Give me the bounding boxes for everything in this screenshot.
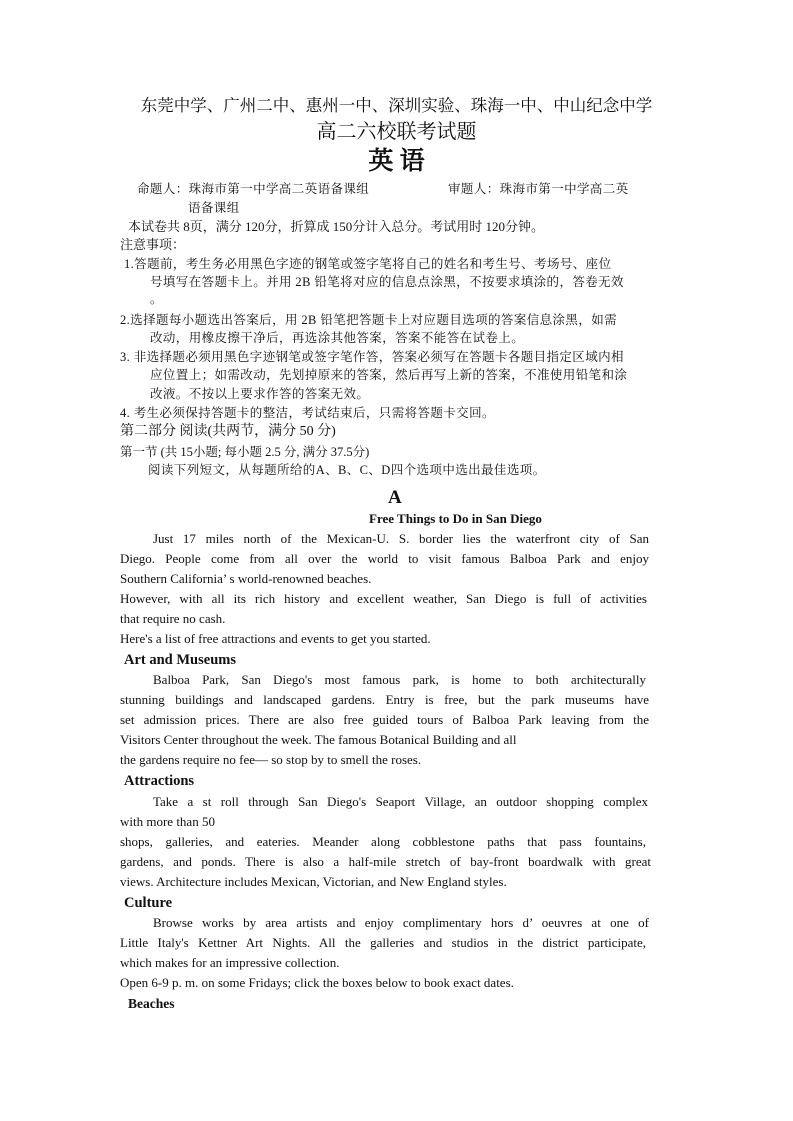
attractions-line-4: gardens, and ponds. There is also a half-mile stretch of bay-front boardwalk with great <box>120 854 651 869</box>
notice-1-line-3: 。 <box>150 292 163 306</box>
culture-line-2: Little Italy's Kettner Art Nights. All the galleries and studios in the district participate, <box>120 935 646 950</box>
passage-letter: A <box>388 487 402 508</box>
heading-attractions: Attractions <box>124 773 195 789</box>
culture-line-1: Browse works by area artists and enjoy complimentary hors d’ oeuvres at one of <box>153 915 649 930</box>
notice-3-line-2: 应位置上；如需改动，先划掉原来的答案，然后再写上新的答案，不准使用铅笔和涂 <box>150 368 628 382</box>
reading-instruction: 阅读下列短文，从每题所给的A、B、C、D四个选项中选出最佳选项。 <box>148 463 546 477</box>
schools-line: 东莞中学、广州二中、惠州一中、深圳实验、珠海一中、中山纪念中学 <box>140 96 653 115</box>
art-line-4: Visitors Center throughout the week. The famous Botanical Building and all <box>120 732 517 747</box>
heading-art-and-museums: Art and Museums <box>124 652 236 668</box>
culture-line-4: Open 6-9 p. m. on some Fridays; click the boxes below to book exact dates. <box>120 975 514 990</box>
reviewer-label-cont: 语备课组 <box>188 201 240 215</box>
notice-3-line-3: 改液。不按以上要求作答的答案无效。 <box>150 387 370 401</box>
attractions-line-2: with more than 50 <box>120 814 215 829</box>
notice-4: 4. 考生必须保持答题卡的整洁，考试结束后，只需将答题卡交回。 <box>120 406 495 420</box>
part-heading: 第二部分 阅读(共两节，满分 50 分) <box>120 424 336 439</box>
subsection-heading: 第一节 (共 15小题; 每小题 2.5 分, 满分 37.5分) <box>120 445 370 459</box>
heading-beaches: Beaches <box>128 996 175 1011</box>
setter-label: 命题人：珠海市第一中学高二英语备课组 <box>137 182 370 196</box>
art-line-2: stunning buildings and landscaped gardens. Entry is free, but the park museums have <box>120 692 649 707</box>
notice-1-line-2: 号填写在答题卡上。并用 2B 铅笔将对应的信息点涂黑，不按要求填涂的，答卷无效 <box>150 275 624 289</box>
heading-culture: Culture <box>124 895 173 911</box>
exam-title: 高二六校联考试题 <box>316 121 477 143</box>
exam-info: 本试卷共 8页，满分 120分，折算成 150分计入总分。考试用时 120分钟。 <box>128 219 545 234</box>
p2-line-2: that require no cash. <box>120 611 226 626</box>
notices-heading: 注意事项： <box>120 237 186 252</box>
art-line-1: Balboa Park, San Diego's most famous park, is home to both architecturally <box>153 672 646 687</box>
p1-line-1: Just 17 miles north of the Mexican-U. S. border lies the waterfront city of San <box>153 531 649 546</box>
p1-line-3: Southern California’ s world-renowned beaches. <box>120 571 372 586</box>
attractions-line-1: Take a st roll through San Diego's Seaport Village, an outdoor shopping complex <box>153 794 648 809</box>
reviewer-label: 审题人：珠海市第一中学高二英 <box>448 182 629 196</box>
notice-2-line-1: 2.选择题每小题选出答案后，用 2B 铅笔把答题卡上对应题目选项的答案信息涂黑，如需 <box>120 313 618 327</box>
passage-title: Free Things to Do in San Diego <box>369 511 542 526</box>
notice-2-line-2: 改动，用橡皮擦干净后，再选涂其他答案，答案不能答在试卷上。 <box>150 331 525 345</box>
subject-title: 英 语 <box>368 148 425 175</box>
notice-1-line-1: 1.答题前，考生务必用黑色字迹的钢笔或签字笔将自己的姓名和考生号、考场号、座位 <box>124 257 612 271</box>
culture-line-3: which makes for an impressive collection. <box>120 955 340 970</box>
p2-line-1: However, with all its rich history and excellent weather, San Diego is full of activities <box>120 591 647 606</box>
attractions-line-3: shops, galleries, and eateries. Meander along cobblestone paths that pass fountains, <box>120 834 646 849</box>
p1-line-2: Diego. People come from all over the world to visit famous Balboa Park and enjoy <box>120 551 649 566</box>
art-line-3: set admission prices. There are also free guided tours of Balboa Park leaving from the <box>120 712 649 727</box>
notice-3-line-1: 3. 非选择题必须用黑色字迹钢笔或签字笔作答，答案必须写在答题卡各题目指定区域内相 <box>120 350 624 364</box>
p3-line: Here's a list of free attractions and events to get you started. <box>120 631 431 646</box>
art-line-5: the gardens require no fee— so stop by to smell the roses. <box>120 752 422 767</box>
attractions-line-5: views. Architecture includes Mexican, Victorian, and New England styles. <box>120 874 507 889</box>
